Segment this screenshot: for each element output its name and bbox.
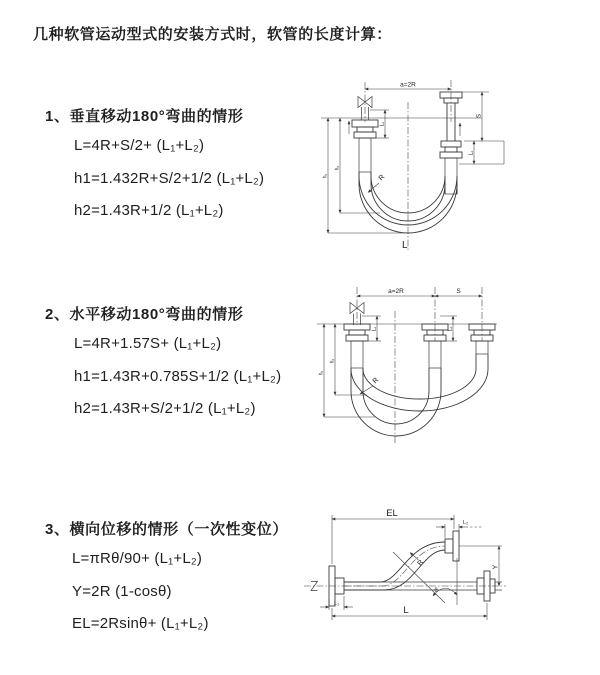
angle-construction bbox=[393, 552, 457, 605]
braided-hose-section bbox=[476, 341, 488, 354]
label-l1: L₁ bbox=[334, 601, 339, 607]
label-s: S bbox=[476, 113, 483, 119]
diagram-lateral-displacement bbox=[296, 502, 600, 652]
label-y: Y bbox=[492, 564, 500, 570]
label-r: R bbox=[377, 173, 387, 183]
label-theta: θ bbox=[434, 588, 438, 594]
label-length-L: L bbox=[402, 240, 408, 251]
label-l1: L₁ bbox=[371, 326, 378, 332]
label-h2: h₂ bbox=[329, 358, 336, 364]
label-el: EL bbox=[386, 508, 398, 519]
center-axes bbox=[357, 287, 482, 443]
section-1-formula-h2: h2=1.43R+1/2 (L₁+L₂) bbox=[74, 202, 224, 219]
braided-hose-section bbox=[359, 138, 371, 172]
section-2-formula-h2: h2=1.43R+S/2+1/2 (L₁+L₂) bbox=[74, 400, 256, 417]
section-1-heading: 1、垂直移动180°弯曲的情形 bbox=[45, 108, 244, 125]
diagram-horizontal-180-bend bbox=[305, 281, 600, 453]
dimension-a2r bbox=[365, 82, 451, 90]
diagram-vertical-180-bend bbox=[308, 76, 600, 264]
section-2-formula-L: L=4R+1.57S+ (L₁+L₂) bbox=[74, 335, 222, 352]
dimension-h1 bbox=[319, 324, 376, 417]
label-l1: L₁ bbox=[379, 121, 386, 127]
label-l2: L₂ bbox=[462, 520, 469, 526]
label-h2: h₂ bbox=[334, 165, 341, 171]
dimension-l2 bbox=[440, 316, 457, 341]
dimension-l1 bbox=[362, 316, 381, 341]
section-2-heading: 2、水平移动180°弯曲的情形 bbox=[45, 306, 244, 323]
label-s: S bbox=[456, 288, 461, 295]
upper-flange bbox=[445, 531, 459, 561]
label-h1: h₁ bbox=[318, 370, 325, 376]
section-3-formula-L: L=πRθ/90+ (L₁+L₂) bbox=[72, 550, 203, 567]
center-axes bbox=[365, 80, 451, 252]
dimension-s bbox=[462, 92, 504, 141]
section-2-formula-h1: h1=1.43R+0.785S+1/2 (L₁+L₂) bbox=[74, 368, 282, 385]
label-h1: h₁ bbox=[322, 173, 329, 179]
dimension-l2 bbox=[459, 141, 504, 164]
dimension-y bbox=[459, 546, 502, 586]
section-1-formula-h1: h1=1.432R+S/2+1/2 (L₁+L₂) bbox=[74, 170, 265, 187]
label-a2r: a=2R bbox=[388, 288, 404, 295]
dimension-el bbox=[332, 508, 454, 564]
section-3-formula-EL: EL=2Rsinθ+ (L₁+L₂) bbox=[72, 615, 209, 632]
dimension-s bbox=[435, 288, 482, 296]
left-fitting bbox=[352, 120, 378, 172]
label-length-L: L bbox=[403, 605, 409, 616]
label-a2r: a=2R bbox=[400, 81, 416, 89]
label-r: R bbox=[416, 558, 426, 568]
dimension-l1 bbox=[320, 596, 353, 610]
page-title: 几种软管运动型式的安装方式时，软管的长度计算： bbox=[33, 26, 392, 43]
radius-leader bbox=[410, 553, 425, 568]
dimension-l1 bbox=[370, 110, 389, 138]
dimension-a2r bbox=[357, 288, 435, 296]
hose-s-curve bbox=[344, 542, 445, 590]
section-3-formula-Y: Y=2R (1-cosθ) bbox=[72, 583, 172, 600]
braided-hose-section bbox=[351, 341, 363, 368]
label-l2: L₂ bbox=[468, 150, 475, 156]
dimension-h1 bbox=[323, 118, 405, 233]
braided-hose-section bbox=[429, 341, 441, 368]
label-l2: L₂ bbox=[447, 326, 454, 332]
section-1-formula-L: L=4R+S/2+ (L₁+L₂) bbox=[74, 137, 205, 154]
hose-loops bbox=[351, 354, 488, 436]
dimension-l bbox=[332, 603, 487, 620]
label-r: R bbox=[371, 376, 381, 386]
left-fitting bbox=[344, 324, 370, 368]
section-3-heading: 3、横向位移的情形（一次性变位） bbox=[45, 521, 288, 538]
